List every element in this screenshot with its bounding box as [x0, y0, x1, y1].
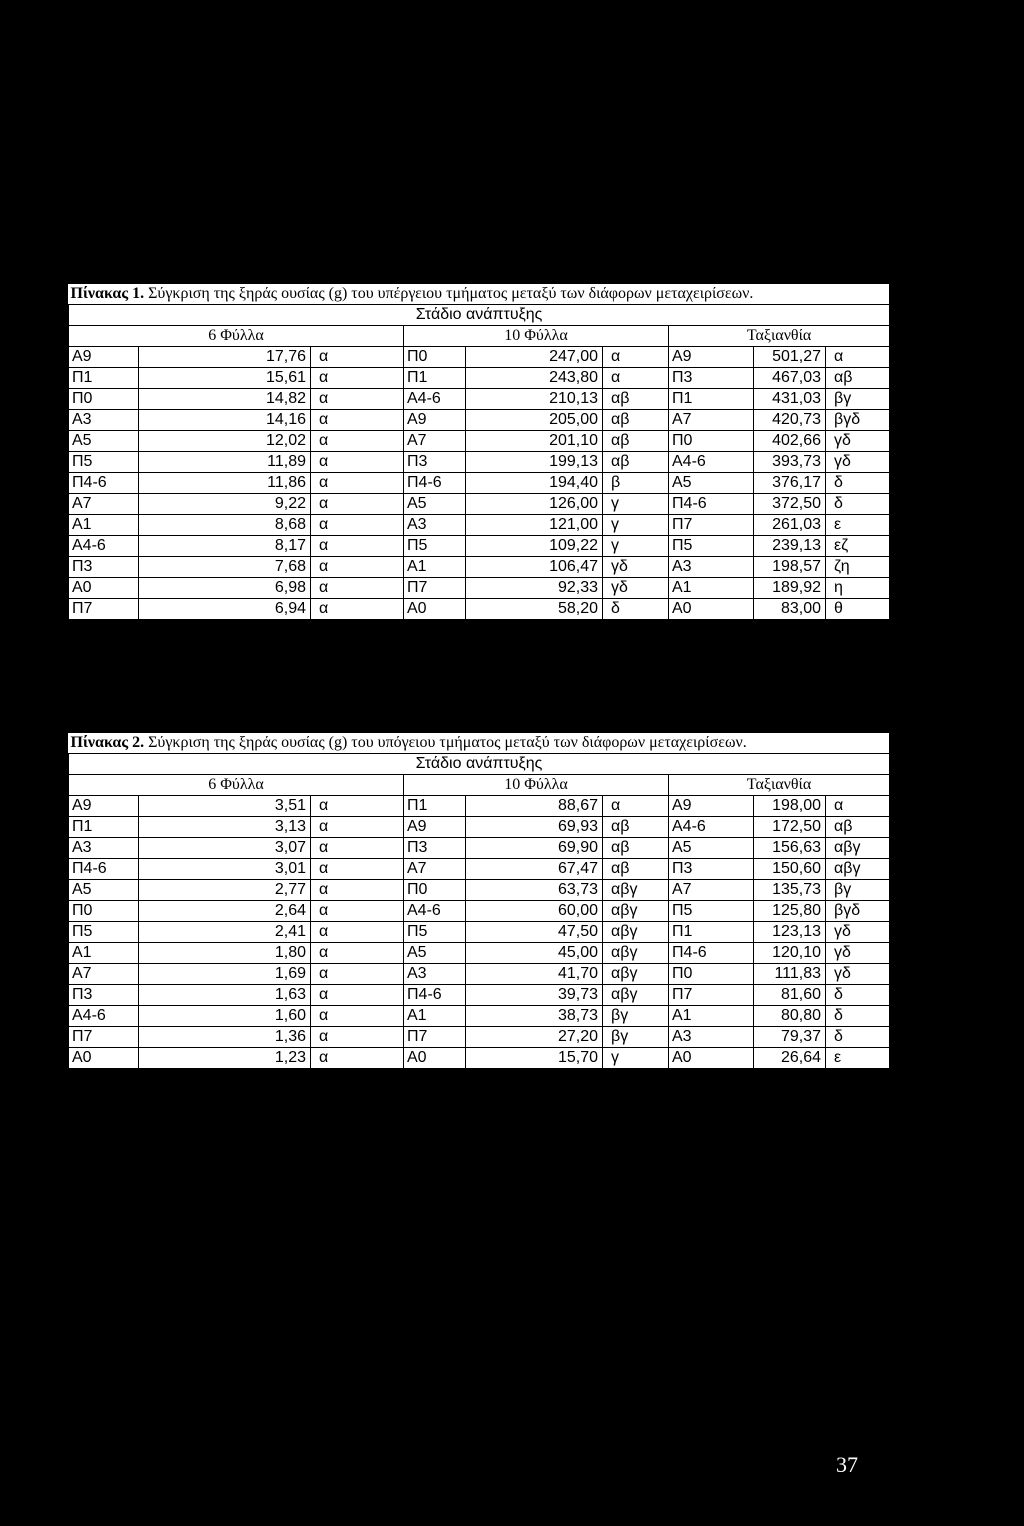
- cell-treatment: Π0: [669, 431, 754, 452]
- cell-group: α: [311, 557, 404, 578]
- cell-group: γδ: [603, 557, 669, 578]
- table-1-caption: [69, 284, 890, 305]
- cell-value: 109,22: [466, 536, 603, 557]
- cell-value: 1,69: [139, 964, 311, 985]
- cell-treatment: Α1: [69, 515, 139, 536]
- table-1-body: [69, 347, 890, 620]
- cell-group: α: [311, 859, 404, 880]
- cell-treatment: Α9: [69, 347, 139, 368]
- cell-group: δ: [826, 1027, 890, 1048]
- cell-treatment: Π5: [669, 536, 754, 557]
- cell-group: α: [311, 1048, 404, 1069]
- cell-group: α: [311, 515, 404, 536]
- table-1-caption-label: Πίνακας 1.: [70, 285, 145, 302]
- cell-value: 135,73: [754, 880, 826, 901]
- cell-group: α: [311, 796, 404, 817]
- cell-value: 199,13: [466, 452, 603, 473]
- cell-group: γδ: [826, 922, 890, 943]
- cell-treatment: Α3: [404, 964, 466, 985]
- cell-group: αβ: [603, 410, 669, 431]
- table-1-caption-text: Σύγκριση της ξηράς ουσίας (g) του υπέργειου τμήματος μεταξύ των διάφορων μεταχειρίσεων.: [148, 285, 754, 302]
- table-2-caption-text: Σύγκριση της ξηράς ουσίας (g) του υπόγειου τμήματος μεταξύ των διάφορων μεταχειρίσεων.: [148, 734, 747, 751]
- cell-treatment: Α4-6: [404, 901, 466, 922]
- table-2-col-inflorescence: Ταξιανθία: [669, 775, 890, 796]
- cell-group: α: [603, 796, 669, 817]
- cell-value: 111,83: [754, 964, 826, 985]
- cell-treatment: Π4-6: [669, 943, 754, 964]
- cell-value: 194,40: [466, 473, 603, 494]
- cell-value: 172,50: [754, 817, 826, 838]
- table-1: [68, 284, 889, 620]
- cell-treatment: Π3: [404, 452, 466, 473]
- cell-treatment: Π1: [669, 922, 754, 943]
- cell-value: 420,73: [754, 410, 826, 431]
- table-2-stage-header: Στάδιο ανάπτυξης: [69, 754, 890, 775]
- cell-value: 261,03: [754, 515, 826, 536]
- cell-treatment: Α1: [404, 1006, 466, 1027]
- cell-value: 198,57: [754, 557, 826, 578]
- cell-treatment: Π0: [669, 964, 754, 985]
- cell-treatment: Α7: [404, 431, 466, 452]
- table-row: [69, 880, 890, 901]
- cell-value: 67,47: [466, 859, 603, 880]
- cell-value: 26,64: [754, 1048, 826, 1069]
- cell-group: δ: [826, 985, 890, 1006]
- cell-treatment: Α7: [669, 880, 754, 901]
- cell-treatment: Π7: [69, 599, 139, 620]
- cell-group: α: [311, 880, 404, 901]
- cell-value: 205,00: [466, 410, 603, 431]
- cell-group: α: [311, 347, 404, 368]
- cell-value: 15,70: [466, 1048, 603, 1069]
- cell-group: αβ: [603, 389, 669, 410]
- cell-value: 6,94: [139, 599, 311, 620]
- cell-treatment: Π7: [69, 1027, 139, 1048]
- cell-group: γδ: [826, 943, 890, 964]
- cell-group: αβ: [603, 452, 669, 473]
- cell-group: α: [311, 943, 404, 964]
- cell-group: γδ: [826, 452, 890, 473]
- cell-value: 15,61: [139, 368, 311, 389]
- table-1-col-10-leaves: 10 Φύλλα: [404, 326, 669, 347]
- cell-value: 1,36: [139, 1027, 311, 1048]
- cell-group: α: [311, 494, 404, 515]
- table-2-col-10-leaves: 10 Φύλλα: [404, 775, 669, 796]
- cell-treatment: Α7: [69, 494, 139, 515]
- cell-value: 3,01: [139, 859, 311, 880]
- cell-value: 60,00: [466, 901, 603, 922]
- cell-treatment: Π3: [69, 985, 139, 1006]
- table-row: [69, 859, 890, 880]
- cell-treatment: Α9: [404, 410, 466, 431]
- cell-group: γ: [603, 536, 669, 557]
- cell-group: α: [311, 389, 404, 410]
- cell-group: α: [311, 964, 404, 985]
- cell-value: 201,10: [466, 431, 603, 452]
- cell-value: 47,50: [466, 922, 603, 943]
- table-row: [69, 1048, 890, 1069]
- cell-value: 198,00: [754, 796, 826, 817]
- cell-value: 2,77: [139, 880, 311, 901]
- cell-value: 126,00: [466, 494, 603, 515]
- cell-treatment: Π7: [669, 515, 754, 536]
- cell-group: α: [311, 452, 404, 473]
- cell-treatment: Α3: [669, 1027, 754, 1048]
- cell-group: ε: [826, 515, 890, 536]
- cell-value: 467,03: [754, 368, 826, 389]
- cell-group: ζη: [826, 557, 890, 578]
- cell-group: α: [311, 431, 404, 452]
- cell-group: αβγ: [603, 922, 669, 943]
- cell-treatment: Α0: [404, 1048, 466, 1069]
- table-row: [69, 817, 890, 838]
- cell-value: 80,80: [754, 1006, 826, 1027]
- cell-group: αβ: [603, 431, 669, 452]
- table-row: [69, 431, 890, 452]
- cell-value: 3,13: [139, 817, 311, 838]
- cell-group: αβγ: [603, 943, 669, 964]
- cell-value: 2,64: [139, 901, 311, 922]
- cell-group: α: [311, 578, 404, 599]
- table-row: [69, 922, 890, 943]
- cell-value: 125,80: [754, 901, 826, 922]
- cell-value: 372,50: [754, 494, 826, 515]
- cell-treatment: Π7: [404, 578, 466, 599]
- cell-group: βγ: [826, 880, 890, 901]
- cell-treatment: Α1: [69, 943, 139, 964]
- cell-value: 14,82: [139, 389, 311, 410]
- cell-treatment: Α3: [69, 838, 139, 859]
- table-row: [69, 985, 890, 1006]
- table-2-body: [69, 796, 890, 1069]
- cell-treatment: Α1: [669, 578, 754, 599]
- cell-treatment: Π5: [404, 922, 466, 943]
- cell-value: 2,41: [139, 922, 311, 943]
- table-1-stage-header: Στάδιο ανάπτυξης: [69, 305, 890, 326]
- cell-group: ε: [826, 1048, 890, 1069]
- cell-treatment: Π0: [69, 901, 139, 922]
- cell-treatment: Α1: [669, 1006, 754, 1027]
- cell-group: α: [603, 347, 669, 368]
- table-row: [69, 943, 890, 964]
- table-row: [69, 452, 890, 473]
- cell-treatment: Α1: [404, 557, 466, 578]
- cell-group: α: [311, 410, 404, 431]
- cell-value: 41,70: [466, 964, 603, 985]
- cell-value: 123,13: [754, 922, 826, 943]
- cell-treatment: Α5: [669, 473, 754, 494]
- table-row: [69, 1027, 890, 1048]
- cell-treatment: Π3: [69, 557, 139, 578]
- cell-value: 45,00: [466, 943, 603, 964]
- table-1-col-6-leaves: 6 Φύλλα: [69, 326, 404, 347]
- table-row: [69, 901, 890, 922]
- cell-value: 58,20: [466, 599, 603, 620]
- cell-value: 210,13: [466, 389, 603, 410]
- cell-value: 8,68: [139, 515, 311, 536]
- cell-value: 6,98: [139, 578, 311, 599]
- cell-group: αβγ: [826, 838, 890, 859]
- cell-value: 376,17: [754, 473, 826, 494]
- cell-treatment: Π0: [404, 347, 466, 368]
- table-row: [69, 1006, 890, 1027]
- cell-treatment: Π5: [404, 536, 466, 557]
- cell-value: 9,22: [139, 494, 311, 515]
- cell-group: α: [311, 1006, 404, 1027]
- cell-treatment: Α9: [69, 796, 139, 817]
- cell-value: 11,86: [139, 473, 311, 494]
- cell-value: 69,93: [466, 817, 603, 838]
- table-2-grid: [68, 733, 890, 1069]
- cell-value: 17,76: [139, 347, 311, 368]
- cell-group: α: [311, 901, 404, 922]
- cell-value: 63,73: [466, 880, 603, 901]
- cell-treatment: Π1: [404, 368, 466, 389]
- cell-value: 81,60: [754, 985, 826, 1006]
- cell-treatment: Π4-6: [69, 859, 139, 880]
- page-number: 37: [836, 1452, 858, 1477]
- cell-treatment: Π7: [404, 1027, 466, 1048]
- cell-value: 1,63: [139, 985, 311, 1006]
- table-row: [69, 557, 890, 578]
- cell-group: γδ: [826, 431, 890, 452]
- cell-group: δ: [826, 1006, 890, 1027]
- cell-group: αβγ: [603, 964, 669, 985]
- cell-group: αβ: [603, 859, 669, 880]
- cell-group: β: [603, 473, 669, 494]
- cell-value: 3,07: [139, 838, 311, 859]
- cell-group: γ: [603, 494, 669, 515]
- cell-group: α: [311, 599, 404, 620]
- cell-group: αβ: [826, 368, 890, 389]
- cell-value: 156,63: [754, 838, 826, 859]
- cell-group: α: [603, 368, 669, 389]
- cell-group: αβγ: [603, 880, 669, 901]
- cell-group: αβ: [826, 817, 890, 838]
- cell-group: αβ: [603, 817, 669, 838]
- table-1-col-inflorescence: Ταξιανθία: [669, 326, 890, 347]
- cell-value: 79,37: [754, 1027, 826, 1048]
- cell-treatment: Π1: [69, 368, 139, 389]
- cell-treatment: Α7: [69, 964, 139, 985]
- cell-value: 247,00: [466, 347, 603, 368]
- cell-group: α: [826, 347, 890, 368]
- cell-treatment: Π3: [404, 838, 466, 859]
- cell-value: 189,92: [754, 578, 826, 599]
- cell-value: 120,10: [754, 943, 826, 964]
- cell-treatment: Π3: [669, 859, 754, 880]
- cell-treatment: Π4-6: [669, 494, 754, 515]
- table-row: [69, 347, 890, 368]
- cell-treatment: Π1: [69, 817, 139, 838]
- table-row: [69, 473, 890, 494]
- cell-group: γδ: [826, 964, 890, 985]
- cell-treatment: Α9: [669, 347, 754, 368]
- cell-group: βγ: [603, 1027, 669, 1048]
- cell-treatment: Α0: [669, 1048, 754, 1069]
- cell-group: βγδ: [826, 901, 890, 922]
- cell-value: 12,02: [139, 431, 311, 452]
- table-row: [69, 494, 890, 515]
- cell-group: βγ: [826, 389, 890, 410]
- cell-treatment: Α5: [69, 880, 139, 901]
- cell-value: 69,90: [466, 838, 603, 859]
- cell-value: 1,80: [139, 943, 311, 964]
- cell-group: α: [311, 1027, 404, 1048]
- cell-treatment: Α0: [69, 1048, 139, 1069]
- cell-value: 150,60: [754, 859, 826, 880]
- table-row: [69, 368, 890, 389]
- cell-treatment: Α5: [404, 943, 466, 964]
- cell-group: αβγ: [826, 859, 890, 880]
- cell-treatment: Α9: [404, 817, 466, 838]
- cell-treatment: Π3: [669, 368, 754, 389]
- cell-treatment: Α4-6: [404, 389, 466, 410]
- cell-treatment: Α4-6: [69, 1006, 139, 1027]
- cell-group: α: [311, 368, 404, 389]
- cell-treatment: Α4-6: [669, 452, 754, 473]
- cell-treatment: Α7: [669, 410, 754, 431]
- cell-treatment: Α0: [404, 599, 466, 620]
- cell-group: α: [311, 817, 404, 838]
- cell-value: 431,03: [754, 389, 826, 410]
- cell-treatment: Π0: [69, 389, 139, 410]
- cell-value: 121,00: [466, 515, 603, 536]
- cell-value: 106,47: [466, 557, 603, 578]
- table-1-grid: [68, 284, 890, 620]
- table-row: [69, 389, 890, 410]
- table-row: [69, 838, 890, 859]
- cell-treatment: Π4-6: [69, 473, 139, 494]
- cell-value: 14,16: [139, 410, 311, 431]
- cell-value: 402,66: [754, 431, 826, 452]
- cell-group: α: [311, 536, 404, 557]
- table-2: [68, 733, 889, 1069]
- cell-treatment: Α5: [669, 838, 754, 859]
- cell-group: α: [311, 922, 404, 943]
- table-row: [69, 536, 890, 557]
- cell-group: γ: [603, 1048, 669, 1069]
- cell-group: αβγ: [603, 901, 669, 922]
- table-row: [69, 410, 890, 431]
- cell-value: 11,89: [139, 452, 311, 473]
- cell-value: 1,23: [139, 1048, 311, 1069]
- cell-value: 92,33: [466, 578, 603, 599]
- cell-value: 38,73: [466, 1006, 603, 1027]
- cell-value: 88,67: [466, 796, 603, 817]
- cell-treatment: Α3: [669, 557, 754, 578]
- cell-group: δ: [826, 494, 890, 515]
- cell-group: βγδ: [826, 410, 890, 431]
- cell-treatment: Π4-6: [404, 473, 466, 494]
- cell-group: θ: [826, 599, 890, 620]
- cell-group: εζ: [826, 536, 890, 557]
- cell-treatment: Α3: [404, 515, 466, 536]
- cell-group: α: [826, 796, 890, 817]
- cell-value: 7,68: [139, 557, 311, 578]
- cell-group: γδ: [603, 578, 669, 599]
- cell-treatment: Π7: [669, 985, 754, 1006]
- cell-treatment: Π1: [404, 796, 466, 817]
- cell-treatment: Α5: [69, 431, 139, 452]
- table-2-caption: [69, 733, 890, 754]
- cell-value: 1,60: [139, 1006, 311, 1027]
- cell-value: 39,73: [466, 985, 603, 1006]
- table-row: [69, 599, 890, 620]
- cell-group: α: [311, 473, 404, 494]
- cell-treatment: Α7: [404, 859, 466, 880]
- table-2-caption-label: Πίνακας 2.: [70, 734, 145, 751]
- cell-group: γ: [603, 515, 669, 536]
- cell-value: 393,73: [754, 452, 826, 473]
- cell-treatment: Π1: [669, 389, 754, 410]
- cell-treatment: Π4-6: [404, 985, 466, 1006]
- cell-group: δ: [826, 473, 890, 494]
- cell-value: 83,00: [754, 599, 826, 620]
- cell-treatment: Α4-6: [69, 536, 139, 557]
- table-row: [69, 515, 890, 536]
- cell-group: α: [311, 838, 404, 859]
- cell-value: 27,20: [466, 1027, 603, 1048]
- cell-group: βγ: [603, 1006, 669, 1027]
- table-row: [69, 964, 890, 985]
- table-2-col-6-leaves: 6 Φύλλα: [69, 775, 404, 796]
- cell-treatment: Α3: [69, 410, 139, 431]
- cell-value: 239,13: [754, 536, 826, 557]
- cell-group: δ: [603, 599, 669, 620]
- cell-value: 501,27: [754, 347, 826, 368]
- cell-treatment: Π5: [669, 901, 754, 922]
- cell-value: 3,51: [139, 796, 311, 817]
- table-row: [69, 578, 890, 599]
- cell-treatment: Π0: [404, 880, 466, 901]
- cell-treatment: Α9: [669, 796, 754, 817]
- cell-treatment: Α4-6: [669, 817, 754, 838]
- cell-group: α: [311, 985, 404, 1006]
- cell-value: 243,80: [466, 368, 603, 389]
- cell-treatment: Π5: [69, 452, 139, 473]
- table-row: [69, 796, 890, 817]
- cell-group: αβγ: [603, 985, 669, 1006]
- cell-group: η: [826, 578, 890, 599]
- cell-value: 8,17: [139, 536, 311, 557]
- cell-treatment: Α5: [404, 494, 466, 515]
- cell-group: αβ: [603, 838, 669, 859]
- cell-treatment: Α0: [669, 599, 754, 620]
- cell-treatment: Α0: [69, 578, 139, 599]
- cell-treatment: Π5: [69, 922, 139, 943]
